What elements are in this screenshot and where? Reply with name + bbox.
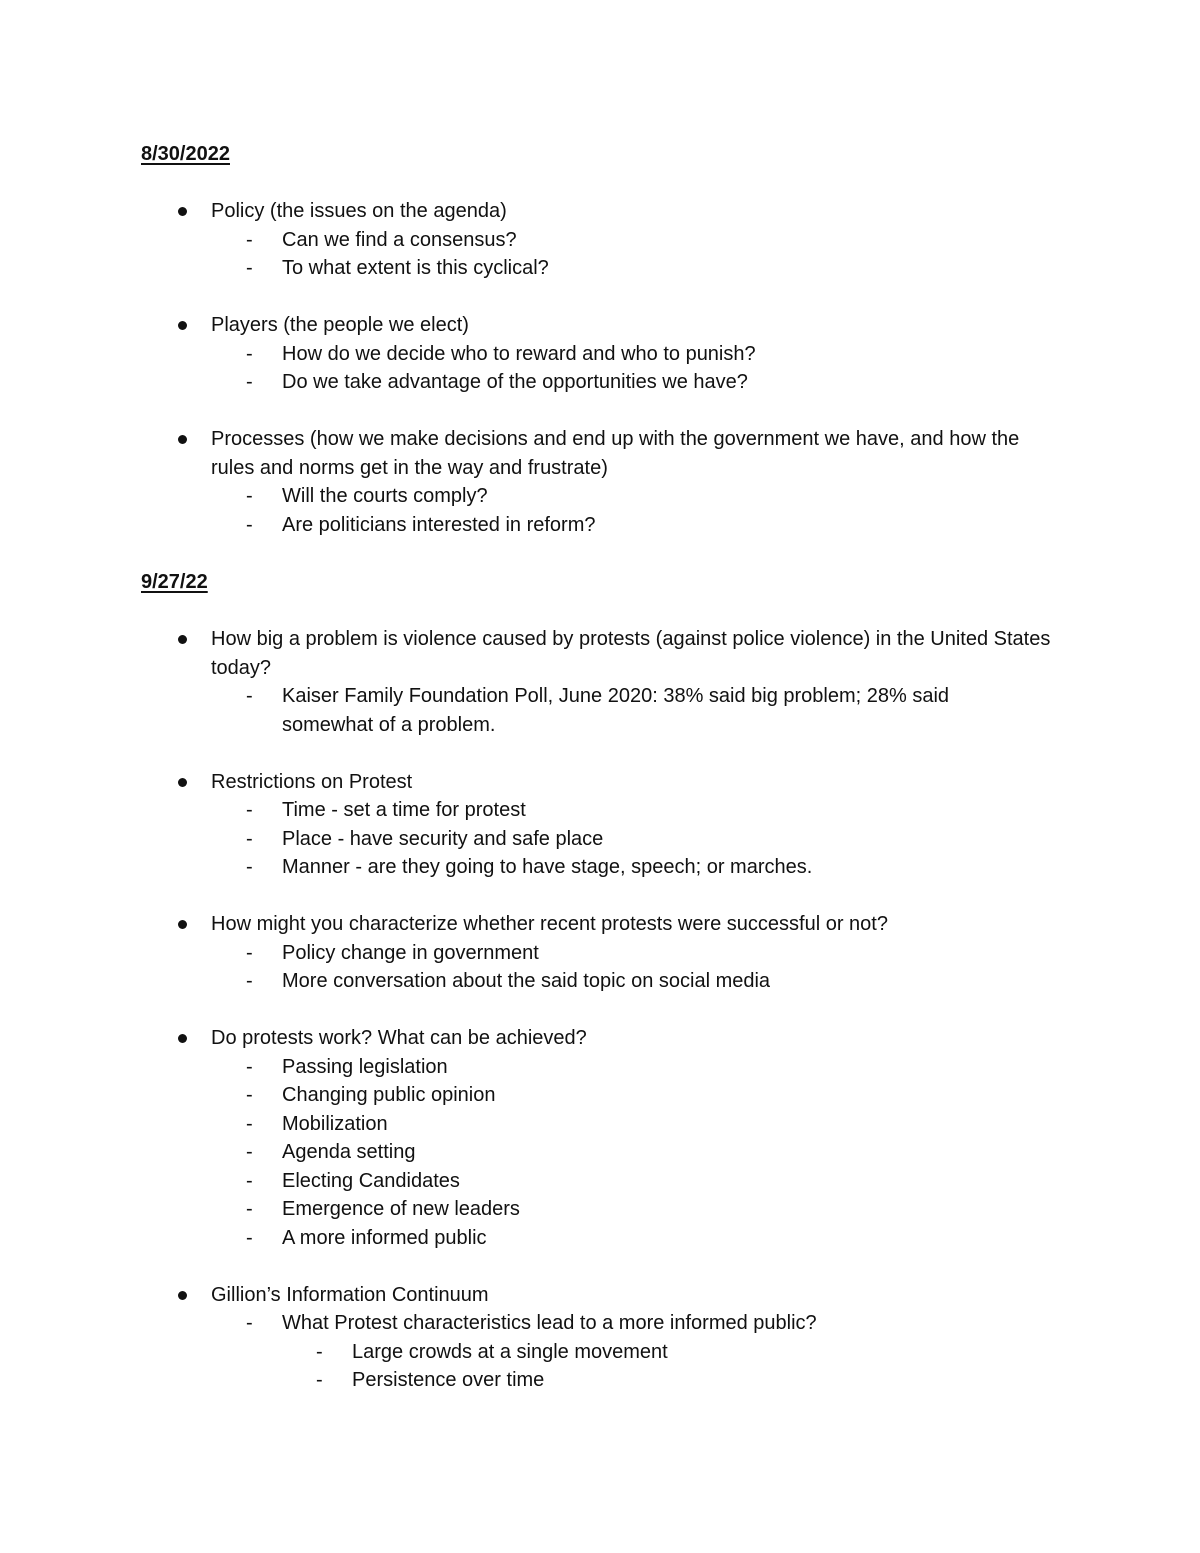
sub-item-text: Mobilization [282,1112,388,1135]
dash-icon: - [246,827,253,850]
sub-list-item [0,796,1200,825]
sub-list-item [0,1309,1200,1395]
list-item [0,1024,1200,1252]
sub-list-item [0,1167,1200,1196]
list-item [0,425,1200,539]
sub-list [0,796,1200,882]
sub-list-item [0,967,1200,996]
sub-item-text: Are politicians interested in reform? [282,513,596,536]
dash-icon: - [246,371,253,393]
list-item [0,910,1200,996]
sub-item-text: A more informed public [282,1226,487,1249]
bullet-icon [178,321,187,330]
bullet-text: Restrictions on Protest [211,770,413,793]
bullet-icon [178,207,187,216]
sub-list-item [0,254,1200,283]
dash-icon: - [246,856,253,878]
bullet-list [0,625,1200,1395]
dash-icon: - [246,485,253,507]
sub-list-item [0,482,1200,511]
sub-item-text: How do we decide who to reward and who to punish? [282,342,756,365]
dash-icon: - [246,257,253,279]
sub-item-text: Agenda setting [282,1141,416,1163]
sub-list-item [0,1081,1200,1110]
sub-item-text: Changing public opinion [282,1084,496,1106]
sub-list [0,682,1200,739]
dash-icon: - [246,941,253,964]
dash-icon: - [246,342,253,365]
bullet-icon [178,920,187,929]
sub-list [0,482,1200,539]
bullet-icon [178,1291,187,1300]
sub-item-text: Place - have security and safe place [282,827,604,850]
sub-list-item [0,1053,1200,1082]
sub-list-item [0,1138,1200,1167]
dash-icon: - [316,1340,323,1363]
sub-list-item [0,1110,1200,1139]
bullet-text: How big a problem is violence caused by protests (against police violence) in the United States today? [211,628,1051,679]
bullet-text: How might you characterize whether recent protests were successful or not? [211,913,888,935]
sub-item-text: What Protest characteristics lead to a more informed public? [282,1312,817,1334]
list-item [0,1281,1200,1395]
sub-list [0,1053,1200,1253]
sub-sub-list-item [0,1338,1200,1367]
dash-icon: - [246,1198,253,1220]
sub-item-text: Time - set a time for protest [282,799,526,821]
sub-list-item [0,825,1200,854]
sub-list-item [0,853,1200,882]
dash-icon: - [246,1084,253,1106]
bullet-text: Do protests work? What can be achieved? [211,1027,587,1049]
bullet-icon [178,635,187,644]
sub-sub-item-text: Persistence over time [352,1369,545,1391]
sub-item-text: Kaiser Family Foundation Poll, June 2020: 38% said big problem; 28% said somewhat of a problem. [282,685,950,736]
sub-list-item [0,1224,1200,1253]
bullet-list [0,197,1200,539]
sub-list-item [0,340,1200,369]
dash-icon: - [246,799,253,821]
bullet-text: Gillion’s Information Continuum [211,1283,489,1306]
dash-icon: - [246,1055,253,1078]
sub-item-text: Can we find a consensus? [282,228,517,251]
sub-list-item [0,1195,1200,1224]
dash-icon: - [246,228,253,251]
sub-list [0,226,1200,283]
dash-icon: - [246,1112,253,1135]
sub-item-text: Do we take advantage of the opportunities we have? [282,371,748,393]
dash-icon: - [246,513,253,536]
dash-icon: - [246,970,253,992]
list-item [0,768,1200,882]
section-date: 9/27/22 [141,571,208,593]
bullet-text: Players (the people we elect) [211,314,469,336]
sub-sub-list-item [0,1366,1200,1395]
list-item [0,311,1200,397]
sub-item-text: To what extent is this cyclical? [282,257,549,279]
bullet-icon [178,1034,187,1043]
sub-item-text: Passing legislation [282,1055,448,1078]
sub-list-item [0,939,1200,968]
dash-icon: - [246,1226,253,1249]
dash-icon: - [246,1169,253,1192]
section-date: 8/30/2022 [141,143,230,165]
sub-list-item [0,368,1200,397]
sub-item-text: More conversation about the said topic on social media [282,970,771,992]
list-item [0,197,1200,283]
sub-sub-item-text: Large crowds at a single movement [352,1340,668,1363]
list-item [0,625,1200,739]
dash-icon: - [246,1312,253,1334]
sub-list [0,939,1200,996]
sub-item-text: Emergence of new leaders [282,1198,520,1220]
sub-item-text: Electing Candidates [282,1169,460,1192]
dash-icon: - [316,1369,323,1391]
sub-list-item [0,682,1200,739]
dash-icon: - [246,685,253,707]
sub-item-text: Policy change in government [282,941,539,964]
sub-sub-list [0,1338,1200,1395]
sub-list [0,340,1200,397]
sub-list-item [0,226,1200,255]
dash-icon: - [246,1141,253,1163]
bullet-icon [178,435,187,444]
sub-item-text: Manner - are they going to have stage, speech; or marches. [282,856,813,878]
bullet-text: Policy (the issues on the agenda) [211,200,507,222]
sub-list [0,1309,1200,1395]
sub-item-text: Will the courts comply? [282,485,488,507]
bullet-icon [178,778,187,787]
sub-list-item [0,511,1200,540]
bullet-text: Processes (how we make decisions and end up with the government we have, and how the rules and norms get in the way and frustrate) [211,428,1020,479]
